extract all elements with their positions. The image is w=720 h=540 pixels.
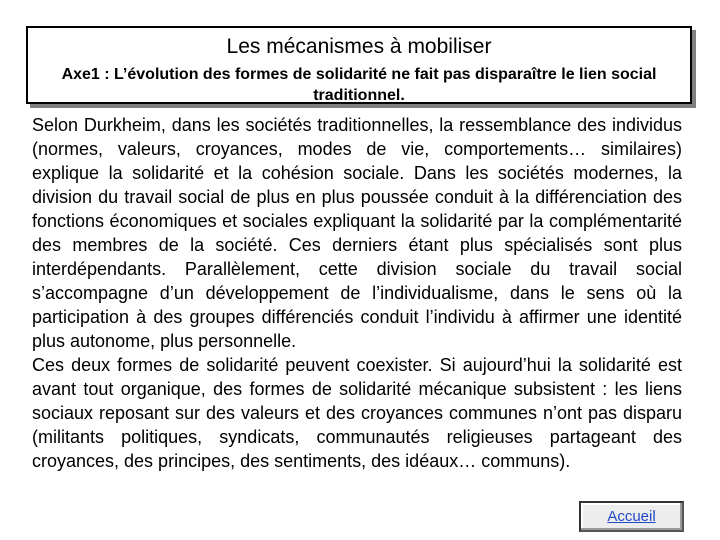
home-button[interactable]: Accueil xyxy=(579,501,684,532)
page-subtitle: Axe1 : L’évolution des formes de solidarité ne fait pas disparaître le lien social traditionnel. xyxy=(61,66,657,104)
paragraph-durkheim: Selon Durkheim, dans les sociétés traditionnelles, la ressemblance des individus (normes, valeurs, croyances, modes de vie, comportements… similaires) explique la solidarité et la cohésion sociale. Dans les sociétés modernes, la division du travail social de plus en plus poussée conduit à la différenciation des fonctions économiques et sociales expliquant la solidarité par la complémentarité des membres de la société. Ces derniers étant plus spécialisés sont plus interdépendants. Parallèlement, cette division sociale du travail social s’accompagne d’un développement de l’individualisme, dans le sens où la participation à des groupes différenciés conduit l’individu à affirmer une identité plus autonome, plus personnelle. xyxy=(32,115,682,351)
title-box xyxy=(26,26,692,104)
body-text xyxy=(32,113,682,473)
paragraph-coexistence: Ces deux formes de solidarité peuvent coexister. Si aujourd’hui la solidarité est avant tout organique, des formes de solidarité mécanique subsistent : les liens sociaux reposant sur des valeurs et des croyances communes n’ont pas disparu (militants politiques, syndicats, communautés religieuses partageant des croyances, des principes, des sentiments, des idéaux… communs). xyxy=(32,355,682,471)
page-title: Les mécanismes à mobiliser xyxy=(226,35,492,58)
